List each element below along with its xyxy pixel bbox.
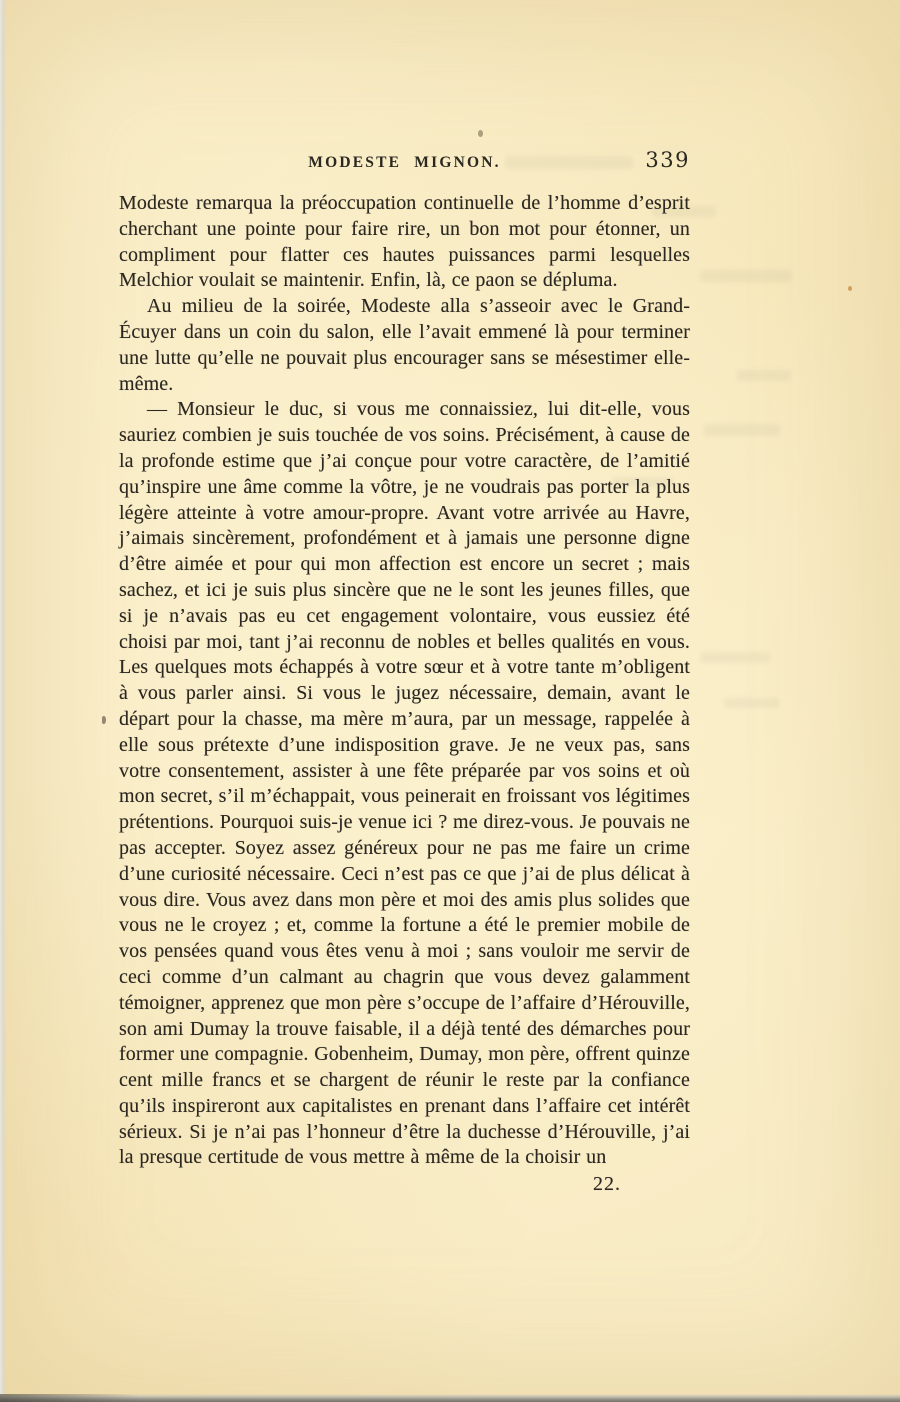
page-body-text (119, 191, 690, 1198)
signature-mark: 22. (593, 1173, 621, 1196)
ink-bleedthrough-smudge (737, 370, 791, 381)
page-number: 339 (645, 148, 690, 172)
paragraph: Modeste remarqua la préoccupation continuelle de l’homme d’esprit cherchant une pointe pour faire rire, un bon mot pour étonner, un compliment pour flatter ces hautes puissances parmi lesquelles Melchior voulait se maintenir. Enfin, là, ce paon se dépluma. (119, 192, 690, 292)
running-title: MODESTE MIGNON. (308, 154, 501, 171)
running-header (119, 148, 690, 178)
scan-edge-left (0, 0, 6, 1402)
paper-speck (102, 716, 106, 724)
ink-bleedthrough-smudge (700, 652, 770, 663)
ink-bleedthrough-smudge (724, 698, 780, 708)
paper-speck (848, 286, 852, 291)
ink-bleedthrough-smudge (700, 270, 792, 282)
paper-speck (478, 130, 483, 137)
paragraph-dialogue: — Monsieur le duc, si vous me connaissiez, lui dit-elle, vous sauriez combien je suis touchée de vos soins. Précisément, à cause de la profonde estime que j’ai conçue pour votre caractère, de l’amitié qu’inspire une âme comme la vôtre, je ne voudrais pas porter la plus légère atteinte à votre amour-propre. Avant votre arrivée au Havre, j’aimais sincèrement, profondément et à jamais une personne digne d’être aimée et pour qui mon affection est encore un secret ; mais sachez, et ici je suis plus sincère que ne le sont les jeunes filles, que si je n’avais pas eu cet engagement volontaire, vous eussiez été choisi par moi, tant j’ai reconnu de nobles et belles qualités en vous. Les quelques mots échappés à votre sœur et à votre tante m’obligent à vous parler ainsi. Si vous le jugez nécessaire, demain, avant le départ pour la chasse, ma mère m’aura, par un message, rappelée à elle sous prétexte d’une indisposition grave. Je ne veux pas, sans votre consentement, assister à une fête préparée par vos soins et où mon secret, s’il m’échappait, vous peinerait en froissant vos légitimes prétentions. Pourquoi suis-je venue ici ? me direz-vous. Je pouvais ne pas accepter. Soyez assez généreux pour ne pas me faire un crime d’une curiosité nécessaire. Ceci n’est pas ce que j’ai de plus délicat à vous dire. Vous avez dans mon père et moi des amis plus solides que vous ne le croyez ; et, comme la fortune a été le premier mobile de vos pensées quand vous êtes venu à moi ; sans vouloir me servir de ceci comme d’un calmant au chagrin que vous devez galamment témoigner, apprenez que mon père s’occupe de l’affaire d’Hérouville, son ami Dumay la trouve faisable, il a déjà tenté des démarches pour former une compagnie. Gobenheim, Dumay, mon père, offrent quinze cent mille francs et se chargent de réunir le reste par la confiance qu’ils inspireront aux capitalistes en prenant dans l’affaire cet intérêt sérieux. Si je n’ai pas l’honneur d’être la duchesse d’Hérouville, j’ai la presque certitude de vous mettre à même de la choisir un (119, 398, 690, 1169)
ink-bleedthrough-smudge (704, 424, 780, 436)
scan-edge-bottom (0, 1394, 900, 1402)
paragraph: Au milieu de la soirée, Modeste alla s’asseoir avec le Grand-Écuyer dans un coin du salon, elle l’avait emmené là pour terminer une lutte qu’elle ne pouvait plus encourager sans se mésestimer elle-même. (119, 295, 690, 395)
